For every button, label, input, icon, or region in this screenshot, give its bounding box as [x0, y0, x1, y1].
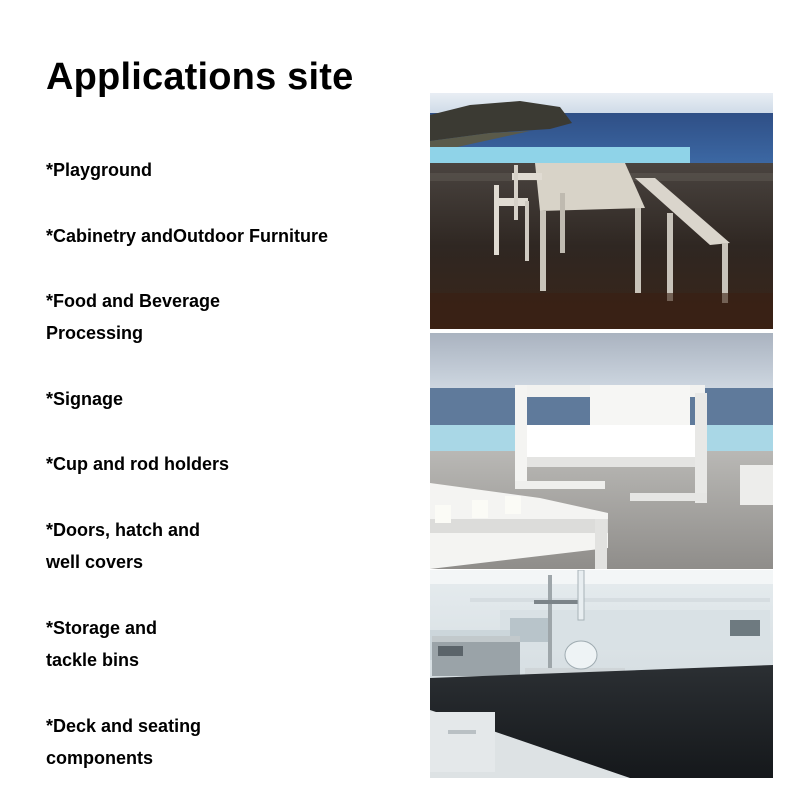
laboratory-bench-photo: [430, 570, 773, 778]
item-line: *Cabinetry andOutdoor Furniture: [46, 226, 329, 246]
outdoor-lounge-chair-photo: [430, 333, 773, 569]
list-item: [46, 220, 328, 252]
list-item: [46, 285, 220, 349]
item-line: *Cup and rod holders: [46, 454, 230, 474]
list-item: [46, 383, 123, 415]
item-line: *Storage and: [46, 618, 158, 638]
list-item: [46, 710, 201, 774]
item-line: *Deck and seating: [46, 716, 202, 736]
page-title: Applications site: [46, 56, 354, 98]
list-item: [46, 612, 157, 676]
item-line: well covers: [46, 552, 144, 572]
item-line: *Food and Beverage: [46, 291, 221, 311]
item-line: tackle bins: [46, 650, 140, 670]
item-line: components: [46, 748, 154, 768]
item-line: *Doors, hatch and: [46, 520, 201, 540]
list-item: [46, 154, 152, 186]
item-line: *Playground: [46, 160, 153, 180]
item-line: *Signage: [46, 389, 124, 409]
outdoor-dining-set-photo: [430, 93, 773, 329]
item-line: Processing: [46, 323, 144, 343]
list-item: [46, 514, 200, 578]
list-item: [46, 448, 229, 480]
